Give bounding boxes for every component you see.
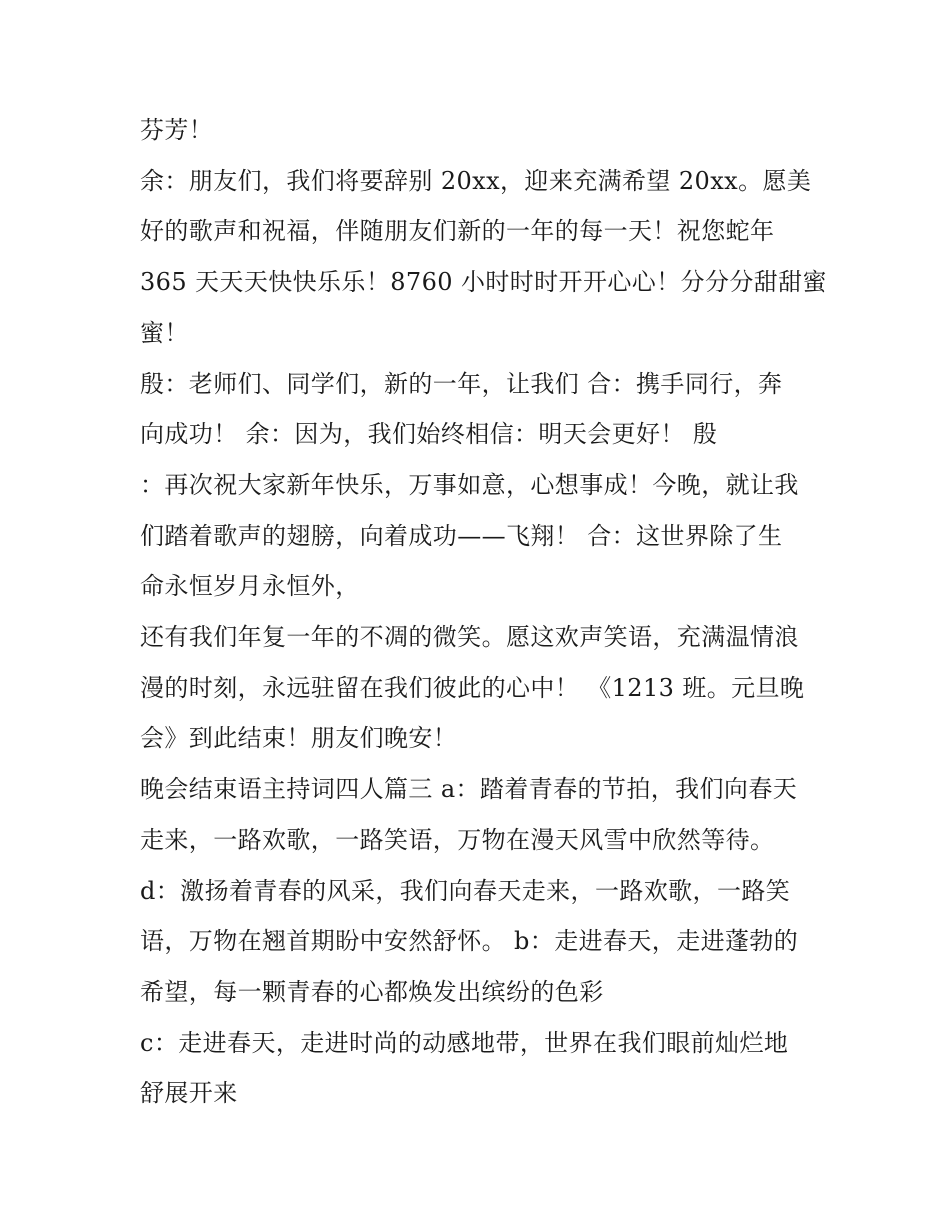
text-line: 殷：老师们、同学们，新的一年，让我们 合：携手同行，奔 — [140, 370, 783, 398]
text-line: 舒展开来 — [140, 1079, 238, 1107]
text-line: 走来，一路欢歌，一路笑语，万物在漫天风雪中欣然等待。 — [140, 826, 775, 854]
text-line: 们踏着歌声的翅膀，向着成功——飞翔！ 合：这世界除了生 — [140, 522, 783, 550]
text-line: 希望，每一颗青春的心都焕发出缤纷的色彩 — [140, 978, 604, 1006]
text-line: 漫的时刻，永远驻留在我们彼此的心中！ 《1213 班。元旦晚 — [140, 674, 805, 702]
text-line: c：走进春天，走进时尚的动感地带，世界在我们眼前灿烂地 — [140, 1029, 789, 1057]
text-line: ：再次祝大家新年快乐，万事如意，心想事成！今晚，就让我 — [140, 471, 799, 499]
text-line: 向成功！ 余：因为，我们始终相信：明天会更好！ 殷 — [140, 420, 718, 448]
text-line: 芬芳！ — [140, 116, 214, 144]
text-line: 365 天天天快快乐乐！8760 小时时时开开心心！分分分甜甜蜜 — [140, 268, 827, 296]
text-line: 晚会结束语主持词四人篇三 a：踏着青春的节拍，我们向春天 — [140, 775, 798, 803]
text-line: 余：朋友们，我们将要辞别 20xx，迎来充满希望 20xx。愿美 — [140, 167, 812, 195]
text-line: 会》到此结束！朋友们晚安！ — [140, 724, 458, 752]
text-line: 命永恒岁月永恒外， — [140, 572, 360, 600]
text-line: 还有我们年复一年的不凋的微笑。愿这欢声笑语，充满温情浪 — [140, 623, 799, 651]
text-line: 好的歌声和祝福，伴随朋友们新的一年的每一天！祝您蛇年 — [140, 217, 775, 245]
text-line: d：激扬着青春的风采，我们向春天走来，一路欢歌，一路笑 — [140, 877, 791, 905]
text-line: 语，万物在翘首期盼中安然舒怀。 b：走进春天，走进蓬勃的 — [140, 927, 799, 955]
text-line: 蜜！ — [140, 319, 189, 347]
